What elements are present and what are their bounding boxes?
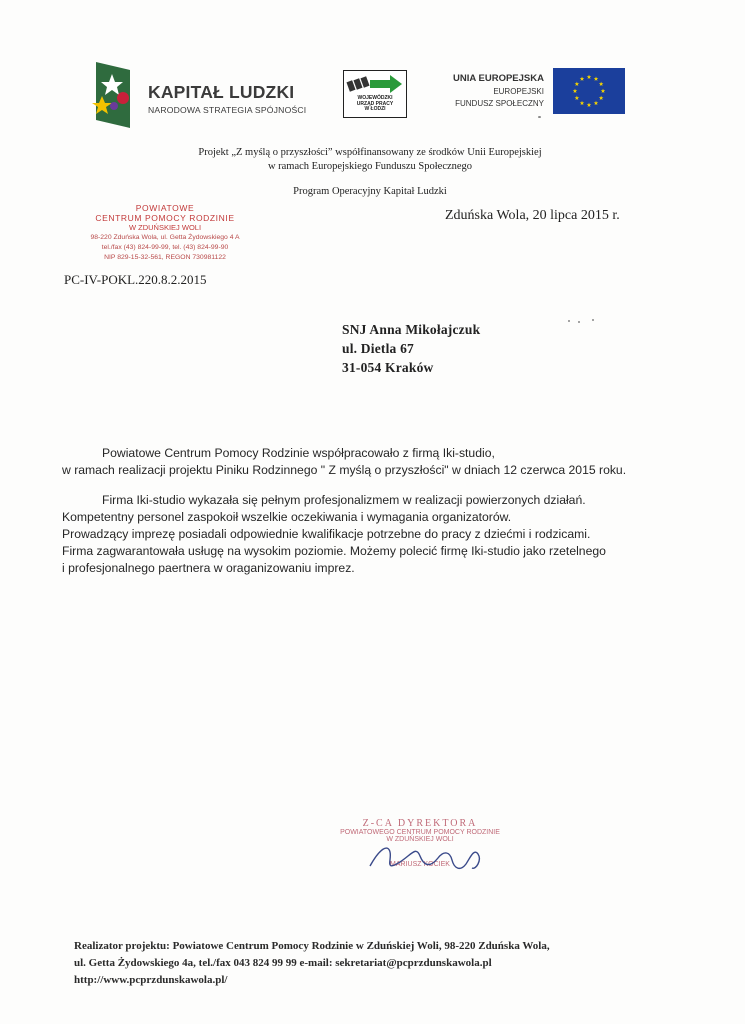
wup-caption-line3: W ŁODZI [364, 106, 386, 112]
wup-arrow-icon [346, 73, 404, 95]
recipient-name: SNJ Anna Mikołajczuk [342, 322, 481, 337]
eu-star-icon [587, 103, 592, 107]
eu-star-icon [587, 75, 592, 79]
eu-star-icon [594, 76, 599, 80]
letter-date: Zduńska Wola, 20 lipca 2015 r. [445, 208, 620, 223]
eu-star-icon [580, 76, 585, 80]
body-p2-line3: Prowadzący imprezę posiadali odpowiednie kwalifikacje potrzebne do pracy z dziećmi i rodzicami. [62, 527, 591, 541]
body-p2-line2: Kompetentny personel zaspokoił wszelkie oczekiwania i wymagania organizatorów. [62, 510, 512, 524]
scan-speck [592, 319, 594, 321]
kapital-ludzki-logo [92, 60, 132, 130]
stamp-line-2: CENTRUM POMOCY RODZINIE [95, 213, 235, 223]
eu-star-icon [601, 89, 606, 93]
body-p2-line1: Firma Iki-studio wykazała się pełnym profesjonalizmem w realizacji powierzonych działań. [102, 493, 586, 507]
wup-caption-line2: URZĄD PRACY [356, 100, 394, 107]
wup-caption [343, 96, 407, 113]
stamp-line-3: W ZDUŃSKIEJ WOLI [128, 223, 202, 232]
wup-caption-line1: WOJEWÓDZKI [357, 95, 393, 101]
eu-star-icon [573, 89, 578, 93]
body-p2-line5: i profesjonalnego paertnera w oraganizowaniu imprez. [62, 561, 355, 575]
eu-star-icon [575, 82, 580, 86]
stamp-line-6: NIP 829-15-32-561, REGON 730981122 [104, 254, 226, 261]
program-line: Program Operacyjny Kapitał Ludzki [293, 186, 447, 197]
body-p1-line1: Powiatowe Centrum Pomocy Rodzinie współpracowało z firmą Iki-studio, [102, 446, 495, 460]
project-line-1: Projekt „Z myślą o przyszłości” współfinansowany ze środków Unii Europejskiej [198, 147, 542, 158]
eu-star-icon [594, 101, 599, 105]
ue-subtitle-2: FUNDUSZ SPOŁECZNY [455, 99, 544, 108]
footer-line-2: ul. Getta Żydowskiego 4a, tel./fax 043 824 99 99 e-mail: sekretariat@pcprzdunskawola.pl [74, 957, 492, 969]
eu-flag-icon [553, 68, 625, 114]
sig-stamp-line-2: POWIATOWEGO CENTRUM POMOCY RODZINIE [340, 829, 500, 836]
recipient-street: ul. Dietla 67 [342, 341, 414, 356]
body-p1-line2: w ramach realizacji projektu Piniku Rodzinnego " Z myślą o przyszłości" w dniach 12 czerwca 2015 roku. [62, 463, 627, 477]
project-line-2: w ramach Europejskiego Funduszu Społecznego [267, 161, 473, 172]
institution-stamp [60, 203, 270, 263]
scan-speck [578, 321, 580, 323]
footer-link[interactable]: http://www.pcprzdunskawola.pl/ [74, 974, 228, 986]
stamp-line-5: tel./fax (43) 824-99-99, tel. (43) 824-99-90 [101, 244, 229, 251]
ue-subtitle-1: EUROPEJSKI [493, 87, 544, 96]
eu-star-icon [580, 101, 585, 105]
body-p2-line4: Firma zagwarantowała usługę na wysokim poziomie. Możemy polecić firmę Iki-studio jako rzetelnego [62, 544, 606, 558]
handwritten-signature [360, 838, 490, 878]
kapital-ludzki-subtitle: NARODOWA STRATEGIA SPÓJNOŚCI [148, 105, 307, 115]
stamp-line-1: POWIATOWE [135, 203, 195, 213]
scan-speck [568, 320, 570, 322]
eu-star-icon [599, 82, 604, 86]
sig-stamp-line-4: MARIUSZ KOCIEK [390, 861, 450, 868]
eu-star-icon [575, 96, 580, 100]
scan-speck [538, 116, 541, 118]
sig-stamp-line-1: Z-CA DYREKTORA [362, 818, 478, 829]
eu-star-icon [599, 96, 604, 100]
kapital-ludzki-title: KAPITAŁ LUDZKI [148, 82, 295, 102]
footer-line-1: Realizator projektu: Powiatowe Centrum Pomocy Rodzinie w Zduńskiej Woli, 98-220 Zduńska Wola, [74, 940, 550, 952]
recipient-city: 31-054 Kraków [342, 360, 434, 375]
reference-number: PC-IV-POKL.220.8.2.2015 [64, 272, 207, 287]
ue-title: UNIA EUROPEJSKA [453, 73, 544, 84]
sig-stamp-line-3: W ZDUŃSKIEJ WOLI [386, 836, 454, 843]
stamp-line-4: 98-220 Zduńska Wola, ul. Getta Żydowskiego 4 A [90, 234, 240, 241]
